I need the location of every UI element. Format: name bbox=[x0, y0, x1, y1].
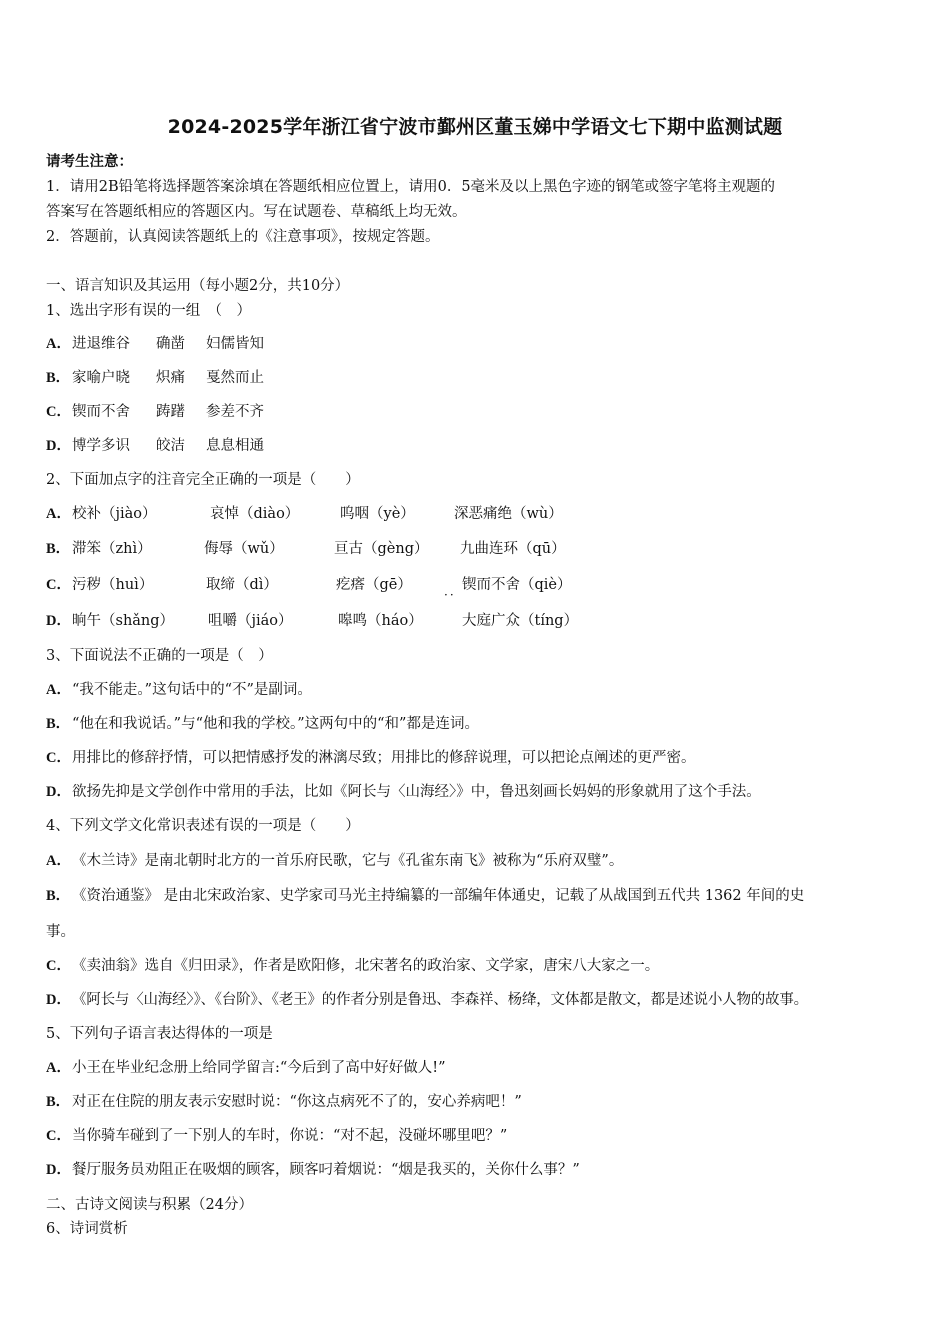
option-letter: D． bbox=[46, 438, 71, 454]
q5-option-b bbox=[46, 1092, 522, 1112]
option-letter: A． bbox=[46, 853, 71, 869]
option-part: 亘古（gèng） bbox=[334, 541, 429, 557]
option-text: 《木兰诗》是南北朝时北方的一首乐府民歌，它与《孔雀东南飞》被称为“乐府双璧”。 bbox=[72, 853, 624, 869]
option-letter: B． bbox=[46, 888, 71, 904]
question-5-stem: 5、下列句子语言表达得体的一项是 bbox=[46, 1026, 273, 1042]
option-text: 《阿长与〈山海经〉》、《台阶》、《老王》的作者分别是鲁迅、李森祥、杨绛，文体都是散文，都是述说小人物的故事。 bbox=[72, 992, 808, 1008]
option-letter: D． bbox=[46, 784, 71, 800]
option-part: 哀悼（diào） bbox=[210, 506, 300, 522]
option-part: 咀嚼（jiáo） bbox=[208, 613, 293, 629]
q1-option-c bbox=[46, 402, 264, 422]
option-part: 滞笨（zhì） bbox=[72, 541, 152, 557]
option-letter: B． bbox=[46, 541, 71, 557]
q3-option-d bbox=[46, 782, 761, 802]
option-letter: C． bbox=[46, 750, 71, 766]
option-part: 污秽（huì） bbox=[72, 577, 154, 593]
q2-option-b bbox=[46, 539, 566, 559]
q2-option-c bbox=[46, 575, 572, 595]
q2-option-d bbox=[46, 611, 578, 631]
option-part: 炽痛 bbox=[156, 370, 185, 386]
q5-option-a bbox=[46, 1058, 446, 1078]
question-1-stem: 1、选出字形有误的一组 （ ） bbox=[46, 303, 251, 319]
option-text: 对正在住院的朋友表示安慰时说：“你这点病死不了的，安心养病吧！” bbox=[72, 1094, 522, 1110]
q1-option-b bbox=[46, 368, 264, 388]
option-text: 当你骑车碰到了一下别人的车时，你说：“对不起，没碰坏哪里吧？” bbox=[72, 1128, 508, 1144]
question-3-stem: 3、下面说法不正确的一项是（ ） bbox=[46, 648, 273, 664]
notice-item-1-cont: 答案写在答题纸相应的答题区内。写在试题卷、草稿纸上均无效。 bbox=[46, 204, 467, 220]
emphasis-dots: ·· bbox=[444, 588, 456, 602]
option-text: 《资治通鉴》 是由北宋政治家、史学家司马光主持编纂的一部编年体通史，记载了从战国到五代共 1362 年间的史 bbox=[72, 888, 805, 904]
option-part: 皎洁 bbox=[156, 438, 185, 454]
q5-option-c bbox=[46, 1126, 507, 1146]
option-letter: C． bbox=[46, 1128, 71, 1144]
option-text: “他在和我说话。”与“他和我的学校。”这两句中的“和”都是连词。 bbox=[72, 716, 479, 732]
q3-option-c bbox=[46, 748, 696, 768]
option-letter: D． bbox=[46, 992, 71, 1008]
option-part: 踌躇 bbox=[156, 404, 185, 420]
q4-option-b bbox=[46, 886, 804, 906]
option-part: 疙瘩（gē） bbox=[336, 577, 412, 593]
option-part: 嗥鸣（háo） bbox=[338, 613, 423, 629]
option-text: “我不能走。”这句话中的“不”是副词。 bbox=[72, 682, 312, 698]
option-part: 参差不齐 bbox=[206, 404, 264, 420]
option-text: 欲扬先抑是文学创作中常用的手法，比如《阿长与〈山海经〉》中，鲁迅刻画长妈妈的形象就用了这个手法。 bbox=[72, 784, 761, 800]
option-part: 取缔（dì） bbox=[206, 577, 278, 593]
option-part: 呜咽（yè） bbox=[340, 506, 415, 522]
notice-item-1: 1．请用2B铅笔将选择题答案涂填在答题纸相应位置上，请用0．5毫米及以上黑色字迹的钢笔或签字笔将主观题的 bbox=[46, 179, 776, 195]
option-text: 《卖油翁》选自《归田录》，作者是欧阳修，北宋著名的政治家、文学家，唐宋八大家之一。 bbox=[72, 958, 660, 974]
option-letter: B． bbox=[46, 370, 71, 386]
q3-option-b bbox=[46, 714, 479, 734]
option-part: 锲而不舍 bbox=[72, 404, 130, 420]
option-text: 餐厅服务员劝阻正在吸烟的顾客，顾客叼着烟说：“烟是我买的，关你什么事？” bbox=[72, 1162, 580, 1178]
page-title: 2024-2025学年浙江省宁波市鄞州区董玉娣中学语文七下期中监测试题 bbox=[167, 116, 783, 138]
option-letter: D． bbox=[46, 1162, 71, 1178]
option-letter: A． bbox=[46, 506, 71, 522]
q4-option-a bbox=[46, 851, 623, 871]
option-part: 妇儒皆知 bbox=[206, 336, 264, 352]
q3-option-a bbox=[46, 680, 312, 700]
option-letter: A． bbox=[46, 1060, 71, 1076]
option-letter: C． bbox=[46, 577, 71, 593]
option-part: 确凿 bbox=[156, 336, 185, 352]
question-6-stem: 6、诗词赏析 bbox=[46, 1221, 128, 1237]
option-letter: B． bbox=[46, 716, 71, 732]
option-text: 用排比的修辞抒情，可以把情感抒发的淋漓尽致；用排比的修辞说理，可以把论点阐述的更严密。 bbox=[72, 750, 696, 766]
q1-option-d bbox=[46, 436, 264, 456]
option-part: 晌午（shǎng） bbox=[72, 613, 175, 629]
option-part: 家喻户晓 bbox=[72, 370, 130, 386]
option-text: 事。 bbox=[46, 924, 75, 940]
question-2-stem: 2、下面加点字的注音完全正确的一项是（ ） bbox=[46, 472, 360, 488]
q4-option-c bbox=[46, 956, 659, 976]
option-letter: C． bbox=[46, 958, 71, 974]
section-1-heading: 一、语言知识及其运用（每小题2分，共10分） bbox=[46, 278, 350, 294]
option-letter: B． bbox=[46, 1094, 71, 1110]
option-part: 深恶痛绝（wù） bbox=[454, 506, 563, 522]
question-4-stem: 4、下列文学文化常识表述有误的一项是（ ） bbox=[46, 818, 360, 834]
option-letter: A． bbox=[46, 682, 71, 698]
option-letter: D． bbox=[46, 613, 71, 629]
section-2-heading: 二、古诗文阅读与积累（24分） bbox=[46, 1197, 253, 1213]
q2-option-a bbox=[46, 504, 563, 524]
option-part: 侮辱（wǔ） bbox=[204, 541, 284, 557]
option-letter: A． bbox=[46, 336, 71, 352]
q4-option-d bbox=[46, 990, 808, 1010]
notice-heading: 请考生注意： bbox=[46, 153, 133, 170]
option-part: 博学多识 bbox=[72, 438, 130, 454]
option-part: 校补（jiào） bbox=[72, 506, 157, 522]
q4-option-b-cont bbox=[46, 922, 75, 942]
option-text: 小王在毕业纪念册上给同学留言:“今后到了高中好好做人!” bbox=[72, 1060, 446, 1076]
option-part: 戛然而止 bbox=[206, 370, 264, 386]
notice-item-2: 2．答题前，认真阅读答题纸上的《注意事项》，按规定答题。 bbox=[46, 229, 440, 245]
option-letter: C． bbox=[46, 404, 71, 420]
option-part: 息息相通 bbox=[206, 438, 264, 454]
option-part: 锲而不舍（qiè） bbox=[462, 577, 572, 593]
option-part: 九曲连环（qū） bbox=[460, 541, 566, 557]
option-part: 大庭广众（tíng） bbox=[462, 613, 579, 629]
option-part: 进退维谷 bbox=[72, 336, 130, 352]
q5-option-d bbox=[46, 1160, 580, 1180]
q1-option-a bbox=[46, 334, 264, 354]
